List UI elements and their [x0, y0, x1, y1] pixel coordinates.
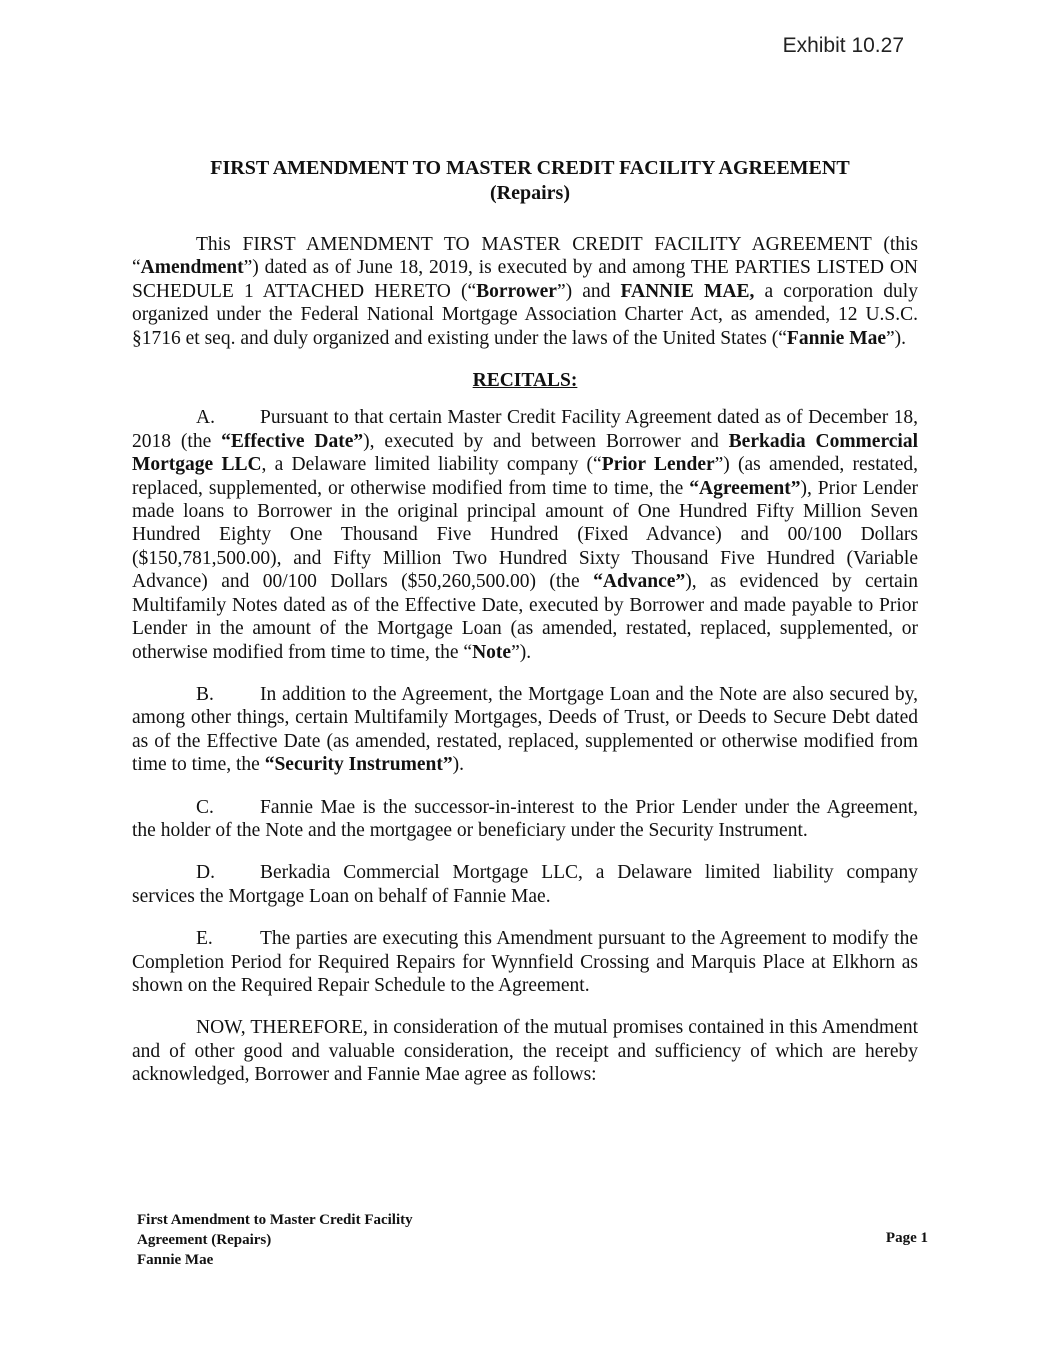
recital-letter: E.: [196, 928, 213, 950]
intro-term-amendment: Amendment: [140, 257, 244, 279]
intro-text: ”) and: [556, 280, 621, 302]
recital-text: The parties are executing this Amendment pursuant to the Agreement to modify the Completion Period for Required Repairs for Wynnfield Crossing and Marquis Place at Elkhorn as shown on the Required Repair Schedule to the Agreement.: [132, 928, 918, 996]
recital-text: ).: [452, 754, 465, 776]
intro-term-borrower: Borrower: [476, 280, 557, 302]
recital-text: ”) (as amended, restated, replaced, supplemented, or otherwise modified from time to time, the: [132, 454, 918, 499]
recital-text: Berkadia Commercial Mortgage LLC, a Delaware limited liability company services the Mortgage Loan on behalf of Fannie Mae.: [132, 862, 918, 907]
footer-line-2: Agreement (Repairs): [137, 1232, 272, 1248]
intro-term-fannie-mae-defined: Fannie Mae: [786, 327, 887, 349]
intro-text: ”).: [886, 327, 907, 349]
now-therefore-paragraph: NOW, THEREFORE, in consideration of the mutual promises contained in this Amendment and of other good and valuable consideration, the receipt and sufficiency of which are hereby acknowledged, Borrower and Fannie Mae agree as follows:: [132, 1017, 918, 1086]
recital-e: [132, 927, 918, 997]
intro-paragraph: [132, 233, 918, 350]
recital-text: ), executed by and between Borrower and: [363, 430, 729, 452]
exhibit-label: Exhibit 10.27: [782, 34, 904, 57]
intro-text: This FIRST AMENDMENT TO MASTER CREDIT FACILITY AGREEMENT (this “: [132, 234, 918, 279]
footer-line-3: Fannie Mae: [137, 1252, 214, 1268]
title-line-1: FIRST AMENDMENT TO MASTER CREDIT FACILITY AGREEMENT: [210, 157, 850, 179]
recital-a: [132, 406, 918, 663]
recital-text: Pursuant to that certain Master Credit Facility Agreement dated as of December 18, 2018 (the: [132, 407, 918, 452]
term-agreement: “Agreement”: [689, 477, 801, 499]
recital-text: ), Prior Lender made loans to Borrower in the original principal amount of One Hundred Fifty Million Seven Hundred Eighty One Thousand Five Hundred (Fixed Advance) and 00/100 Dollars ($150,781,500.00), and Fifty Million Two Hundred Sixty Thousand Five Hundred (Variable Advance) and 00/100 Dollars ($50,260,500.00) (the: [132, 477, 918, 593]
page-number: Page 1: [885, 1230, 928, 1246]
footer-title: [137, 1210, 413, 1270]
recital-text: Fannie Mae is the successor-in-interest to the Prior Lender under the Agreement, the holder of the Note and the mortgagee or beneficiary under the Security Instrument.: [132, 796, 918, 841]
document-title: [0, 156, 1060, 206]
recital-d: [132, 861, 918, 908]
term-effective-date: “Effective Date”: [221, 430, 364, 452]
recitals-heading: RECITALS:: [472, 370, 578, 392]
recital-c: [132, 796, 918, 843]
recital-letter: D.: [196, 862, 215, 884]
recital-letter: B.: [196, 683, 214, 705]
document-body: [132, 233, 918, 1106]
intro-term-fannie-mae: FANNIE MAE,: [620, 280, 755, 302]
term-advance: “Advance”: [593, 571, 686, 593]
recital-letter: C.: [196, 796, 214, 818]
footer-line-1: First Amendment to Master Credit Facility: [137, 1212, 413, 1228]
title-line-2: (Repairs): [490, 182, 570, 204]
recital-letter: A.: [196, 407, 215, 429]
term-berkadia: Berkadia Commercial Mortgage LLC: [132, 430, 919, 476]
recital-text: In addition to the Agreement, the Mortgage Loan and the Note are also secured by, among other things, certain Multifamily Mortgages, Deeds of Trust, or Deeds to Secure Debt dated as of the Effective Date (as amended, restated, replaced, supplemented or otherwise modified from time to time, the: [132, 683, 918, 776]
term-note: Note: [472, 641, 512, 663]
recital-text: ”).: [511, 641, 532, 663]
term-prior-lender: Prior Lender: [601, 454, 715, 476]
intro-text: a corporation duly organized under the Federal National Mortgage Association Charter Act, as amended, 12 U.S.C. §1716 et seq. and duly organized and existing under the laws of the United States (“: [132, 280, 918, 349]
recital-b: [132, 683, 918, 777]
term-security-instrument: “Security Instrument”: [264, 754, 453, 776]
intro-text: ”) dated as of June 18, 2019, is executed by and among THE PARTIES LISTED ON SCHEDULE 1 ATTACHED HERETO (“: [132, 257, 918, 302]
recital-text: ), as evidenced by certain Multifamily Notes dated as of the Effective Date, executed by Borrower and made payable to Prior Lender in the amount of the Mortgage Loan (as amended, restated, replaced, supplemented, or otherwise modified from time to time, the “: [132, 571, 918, 663]
recital-text: , a Delaware limited liability company (“: [261, 454, 602, 476]
